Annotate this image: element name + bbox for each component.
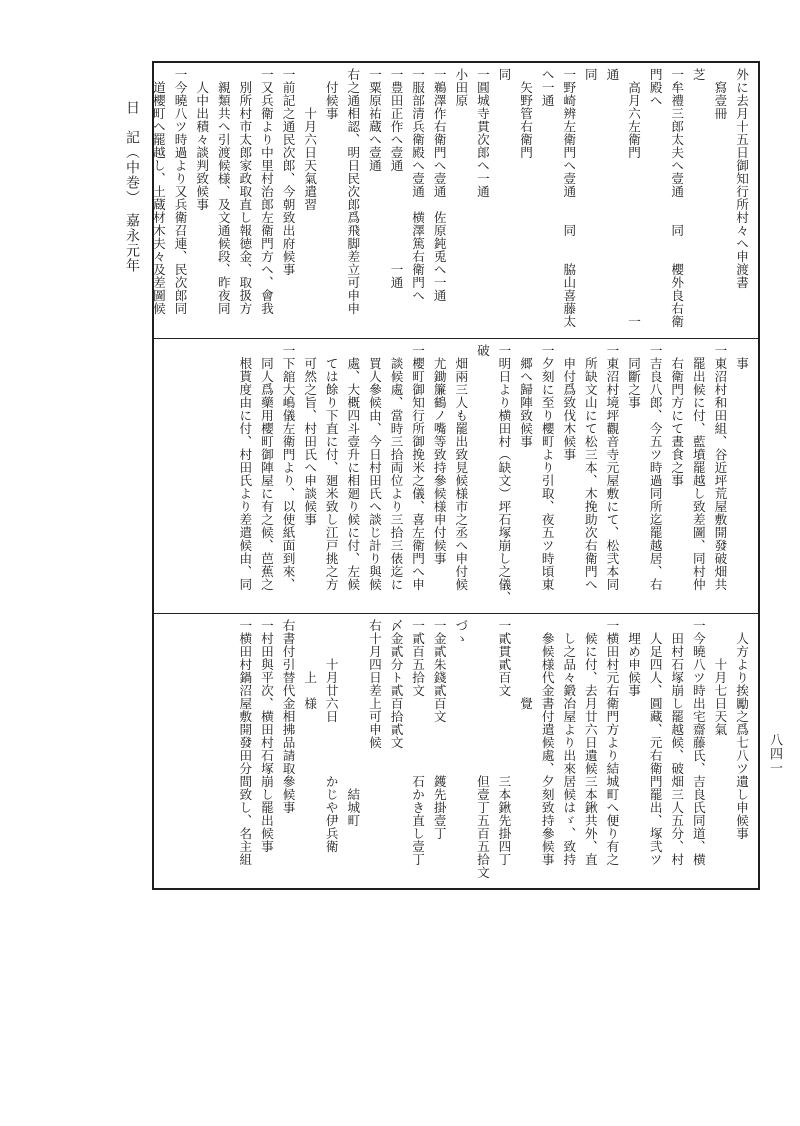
text-line: 一粟原祐蔵へ壹通 xyxy=(366,68,382,172)
text-line: 一櫻町御知行所御挽米之儀、喜左衛門へ申 xyxy=(410,344,426,591)
text-line: 田村石塚崩し罷越候、破畑三人五分、村 xyxy=(669,619,685,866)
text-line: 一貳貫貳百文 三本鍬先掛四丁 xyxy=(496,619,512,866)
text-line: 同斷之事 xyxy=(626,344,642,409)
text-line: 人方より挨勵之爲七八ツ遺し申候事 xyxy=(734,619,749,840)
text-line: 人中出積々談判致候事 xyxy=(194,68,210,211)
text-line: 申付爲致伐木候事 xyxy=(561,344,577,461)
band-divider-1 xyxy=(152,338,760,339)
text-line: 十月七日天氣 xyxy=(712,619,728,736)
text-line: 一今曉八ツ時過より又兵衛召連、民次郎同 xyxy=(172,68,188,315)
text-line: 候に付、去月廿六日遺候三本鍬共外、直 xyxy=(582,619,598,866)
text-line: 右書付引替代金相拂品請取參候事 xyxy=(280,619,296,814)
band-divider-2 xyxy=(152,613,760,614)
text-line: 覺 xyxy=(518,619,534,710)
text-line: 所缺文山にて松三本、木挽助次右衛門へ xyxy=(582,344,598,591)
text-line: 右衛門方にて晝食之事 xyxy=(669,344,685,487)
text-line: 一牟禮三郎太夫へ壹通 同 櫻外良右衛門殿へ xyxy=(647,68,685,328)
text-line: 矢野管右衛門 xyxy=(518,68,534,159)
text-line: 一今曉八ツ時出宅齋藤氏、吉良氏同道、横 xyxy=(690,619,706,866)
text-line: 同人爲藥用櫻町御陣屋に有之候、芭蕉之 xyxy=(258,344,274,591)
text-line: 一横田村元右衛門方より結城町へ便り有之 xyxy=(604,619,620,866)
text-line: 右之通相認、明日民次郎爲飛脚差立可申申 xyxy=(345,68,361,315)
text-line: 一東沼村境坪觀音寺元屋敷にて、松弐本同 xyxy=(604,344,620,591)
text-line: 親類共へ引渡候様、及文通候段、昨夜同 xyxy=(215,68,231,315)
text-band-upper xyxy=(150,68,752,334)
text-line: 一豊田正作へ壹通 一通 xyxy=(388,68,404,289)
page-number: 八四一 xyxy=(767,733,782,775)
text-line: し之品々鍛冶屋より出來居候はゞ、致持 xyxy=(561,619,577,866)
text-line: 一鵜澤作右衛門へ壹通 佐原鈍兎へ一通 xyxy=(431,68,447,302)
text-line: 一横田村鍋沼屋敷開發田分間致し、名主組 xyxy=(237,619,253,866)
text-line: 高月六左衛門 一通 xyxy=(604,68,642,328)
text-line: 寫壹冊 xyxy=(712,68,728,120)
text-line: 談候處、當時三拾両位より三拾三俵迄に xyxy=(388,344,404,591)
running-title: 日 記（中巻） 嘉永元年 xyxy=(124,100,140,273)
text-line: 事 xyxy=(734,344,749,370)
text-line: 一前記之通民次郎、今朝致出府候事 xyxy=(280,68,296,276)
text-line: 但壹丁五百五拾文づゝ xyxy=(453,619,490,879)
text-line: 一吉良八郎、今五ツ時過同所迄罷越居、右 xyxy=(647,344,663,591)
text-line: 小田原 xyxy=(453,68,469,107)
text-line: 買人參候由、今日村田氏へ談じ計り與候 xyxy=(366,344,382,591)
text-line: 十月六日天氣遣習 xyxy=(302,68,318,211)
text-line: 上 様 xyxy=(302,619,318,710)
text-line: 處、大概四斗壹升に相廻り候に付、左候 xyxy=(345,344,361,591)
text-line: 根貰度由に付、村田氏より差遣候由、同 xyxy=(237,344,253,591)
text-band-lower xyxy=(160,619,752,883)
text-line: 別所村市太郎家政取直し報徳金、取扱方 xyxy=(237,68,253,315)
text-line: 結城町 xyxy=(345,619,361,827)
text-line: 一東沼村和田組、谷近坪荒屋敷開發破畑共 xyxy=(712,344,728,591)
text-line: 一圓城寺貫次郎へ一通 xyxy=(474,68,490,198)
text-band-middle xyxy=(160,344,752,608)
text-line: 道櫻町へ罷越し、土蔵材木夫々及差圖候 xyxy=(150,68,166,315)
text-line: 右十月四日差上可申候 xyxy=(366,619,382,749)
text-line: 郷へ歸陣致候事 xyxy=(518,344,534,448)
text-line: 參候様代金書付遣候處、夕刻致持參候事 xyxy=(539,619,555,866)
text-line: 一夕刻に至り櫻町より引取、夜五ツ時頃東 xyxy=(539,344,555,591)
text-line: 一村田與平次、横田村石塚崩し罷出候事 xyxy=(258,619,274,853)
text-line: 〆金貳分ト貳百拾貳文 xyxy=(388,619,404,749)
text-line: 十月廿六日 かじや伊兵衛 xyxy=(323,619,339,853)
text-line: 外に去月十五日御知行所村々へ申渡書 xyxy=(734,68,749,289)
text-line: 芝 xyxy=(690,68,706,81)
text-line: 一金貳朱錢貳百文 鑊先掛壹丁 xyxy=(431,619,447,840)
text-line: 同 xyxy=(496,68,512,81)
text-line: 人足四人、圓藏、元右衛門罷出、塚弐ツ xyxy=(647,619,663,866)
text-line: 付候事 xyxy=(323,68,339,120)
text-line: 一貳百五拾文 石かき直し壹丁 xyxy=(410,619,426,866)
text-line: 一下舘大嶋儀左衛門より、以使紙面到來、 xyxy=(280,344,296,591)
text-line: 埋め申候事 xyxy=(626,619,642,697)
text-line: 一服部清兵衛殿へ壹通 横澤篤右衛門へ xyxy=(410,68,426,302)
text-line: 一野崎辨左衛門へ壹通 同 脇山喜藤太へ一通 xyxy=(539,68,577,328)
text-line: 尤鋤簾鶴ノ嘴等致持參候様申付候事 xyxy=(431,344,447,565)
text-line: 一又兵衛より中里村治郎左衛門方へ、會我 xyxy=(258,68,274,315)
text-line: 可然之旨、村田氏へ申談候事 xyxy=(302,344,318,526)
text-line: 畑兩三人も罷出致見候様市之丞へ申付候 xyxy=(453,344,469,591)
text-line: 罷出候に付、藍墳罷越し致差圖、同村仲 xyxy=(690,344,706,591)
text-line: 同 xyxy=(582,68,598,81)
text-line: 一明日より横田村（缺文）坪石塚崩し之儀、破 xyxy=(474,344,512,604)
text-line: ては餘り下直に付、廻米致し江戸挑之方 xyxy=(323,344,339,591)
